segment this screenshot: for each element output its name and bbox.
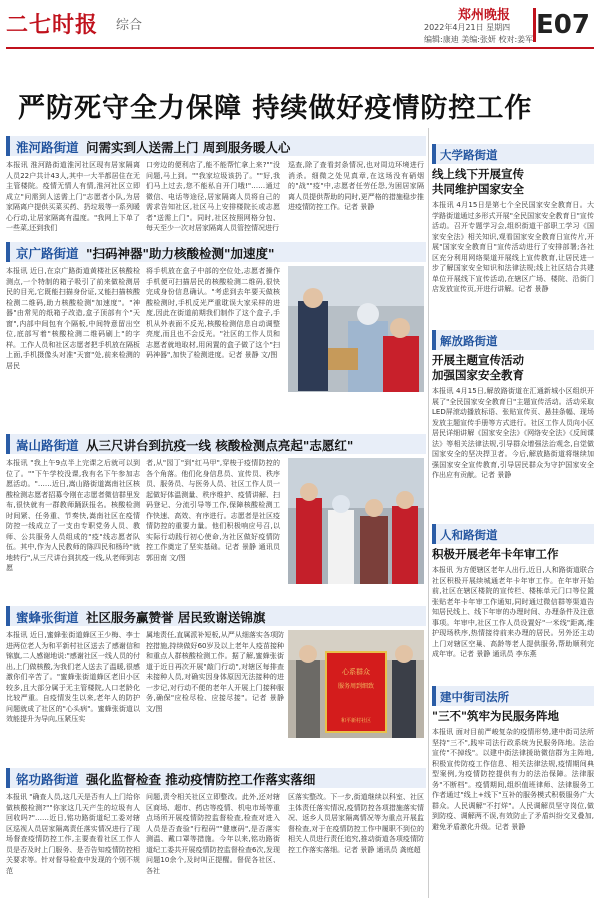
street-name: 嵩山路街道 [16, 438, 79, 453]
right-article-title: 积极开展老年卡年审工作 [432, 547, 559, 561]
edition-number: E07 [536, 10, 590, 40]
article-column: 本报讯 "我上午9点半上完课之后就可以到位了。""下午学校没课,我有名下午参加志愿活动。"……近日,嵩山路街道嵩南社区核酸检测志愿者招募令刚在志愿者微信群里发布,很快就有一群教师踊跃报名。核酸检测时间紧、任务重、节奏快,嵩南社区在疫情防控一线成立了一支由专职党务人员、教师、公共服务人员组成的"疫"线志愿者队伍。其中,作为人民教师的陈四民和杨玲"就地转行",从三尺讲台到抗疫一线,从老师到志愿 [6, 459, 140, 572]
accent-bar [6, 136, 10, 156]
right-article-jiefang [432, 330, 594, 522]
photo-banner-presentation [288, 630, 424, 738]
article-column: 巡查,除了查看封条情况,也对周边环境进行消杀。细微之处见真章,在这场没有硝烟的"战""疫"中,志愿者任劳任怨,为困居家隔离人员提供帮助的同时,更严格的措施稳步推进疫情防控工作。记者 景静 [288, 161, 424, 211]
article-title: "扫码神器"助力核酸检测"加速度" [86, 246, 275, 261]
column-divider [428, 128, 429, 898]
photo-illustration [288, 458, 424, 584]
accent-bar [6, 768, 10, 788]
accent-bar [6, 434, 10, 454]
right-article-body: 本报讯 面对目前严峻复杂的疫情形势,建中街司法所坚持"三不",践牢司法行政系统为民服务阵地。法治宣传"不掉线"。以建中街法律援助微信群为主阵地,积极宣传防疫工作信息、相关法律法规,疫情期间典型案例,为疫情防控提供有力的法治保障。法律服务"不断档"。疫情期间,组织值班律师、法律服务工作者通过"线上+线下"互补的服务模式积极服务广大群众。人民调解"不打烊"。人民调解员坚守岗位,做到防疫、调解两不误,有效防止了矛盾纠纷交叉叠加,避免矛盾激化升级。记者 景静 [432, 728, 594, 831]
right-article-renhe [432, 524, 594, 691]
street-name: 蜜蜂张街道 [16, 610, 79, 625]
right-article-body: 本报讯 4月15日是第七个全民国家安全教育日。大学路街道通过多形式开展"全民国家安全教育日"宣传活动。召开专题学习会,组织街道干部职工学习《国家安全法》相关知识,观看国家安全教育日宣传片,开展"国家安全教育日"宣传活动进行了安排部署;各社区充分利用网络渠道开展线上宣传教育,让居民进一步了解国家安全知识和法律法规;线上社区结合共建单位开展线下宣传活动,在辖区广场、楼院、沿街门店发放宣传页,开进行讲解。记者 景静 [432, 201, 594, 293]
banner-recipient: 和平新村社区 [340, 718, 372, 724]
page-name: 二七时报 [6, 13, 99, 38]
right-article-header [432, 330, 594, 350]
street-name: 淮河路街道 [16, 140, 79, 155]
article-header-minggong [6, 768, 426, 788]
street-name: 人和路街道 [440, 528, 498, 542]
photo-volunteers [288, 458, 424, 584]
article-column: 本报讯 近日,蜜蜂张街道蜂区王少梅、李士进两位老人为和平新村社区送去了感谢信和锦旗,二人感谢地说:"感谢社区一线人员的付出,上门做核酸,为我们老人送去了温暖,很感激你们辛苦了。"蜜蜂张街道蜂区老旧小区较多,且大部分属于无主管楼院,人口老龄化比较严重。自疫情发生以来,老年人的防护问题就成了社区的"心头病"。蜜蜂张街道以效能提升为导向,压紧压实 [6, 631, 140, 723]
accent-bar [6, 242, 10, 262]
article-title: 从三尺讲台到抗疫一线 核酸检测点亮起"志愿红" [86, 438, 354, 453]
street-name: 建中街司法所 [440, 690, 509, 704]
article-column: 区落实整改。下一步,街道继续以科室、社区主体责任落实情况,疫情防控各项措施落实情况、返乡人员居家隔离情况等为重点开展监督检查,对于在疫情防控工作中履职不到位的相关人员进行责任追究,推动街道各项疫情防控工作落实落细。记者 景静 通讯员 龚庭超 [288, 793, 424, 854]
right-article-header [432, 144, 594, 164]
article-column: 者,从"园丁"到"红马甲",穿梭于疫情防控的各个角落。他们化身信息员、宣传员、秩序员、服务员、与医务人员、社区工作人员一起做好体温测量、秩序维护、疫情讲解、扫码登记、分流引导等工作,保障核酸检测工作快速、高效、有序进行。志愿者是社区疫情防控的重要力量。他们积极响应号召,以实际行动践行初心使命,为社区做好疫情防控工作奠定了坚实基础。记者 景静 通讯员 郭田南 文/图 [146, 459, 280, 562]
article-title: 强化监督检查 推动疫情防控工作落实落细 [86, 772, 316, 787]
article-header-huaihe [6, 136, 426, 156]
street-name: 京广路街道 [16, 246, 79, 261]
street-name: 大学路街道 [440, 148, 498, 162]
article-column: 本报讯 "确查人员,这几天是否有人上门给你做核酸检测?""你家这几天产生的垃圾有人回收吗?"……近日,铭功路街道纪工委对辖区巡视人员居家隔离责任落实情况进行了现场督查疫情防控工作,主要查看社区工作人员是否及时上门服务、是否告知疫情防控相关要求等。针对督导检查中发现的个别不规范 [6, 793, 140, 875]
photo-illustration [288, 630, 424, 738]
masthead: 郑州晚报 [458, 8, 511, 23]
editors-line: 编辑:康迪 美编:张妍 校对:姜军 [424, 35, 534, 44]
article-column: 属地责任,直属派补短板,从严从细落实各项防控措施,持续做好60岁及以上老年人疫苗接种和重点人群核酸检测工作。据了解,蜜蜂张街道于近日再次开展"敲门行动",对辖区每排查未接种人员,对确实因身体原因无法接种的进一步记,对行动不便的老年人开展上门接种服务,确保"应检尽检、应接尽接"。记者 景静 文/图 [146, 631, 284, 713]
right-article-body: 本报讯 4月15日,解放路街道在汇通新城小区组织开展了"全民国家安全教育日"主题宣传活动。活动采取LED屏滚动播放标语、张贴宣传页、悬挂条幅、现场发放主题宣传手册等方式进行。社区工作人员向小区居民详细讲解《国家安全法》《网络安全法》《反间谍法》等相关法律法规,引导群众增强法治观念,自觉做国家安全的坚决捍卫者。今后,解放路街道将继续加强国家安全宣传教育,引导居民群众为守护国家安全作出应有贡献。记者 景静 [432, 387, 594, 479]
accent-bar [6, 606, 10, 626]
right-article-daxue [432, 144, 594, 326]
right-article-title: 开展主题宣传活动 加强国家安全教育 [432, 353, 524, 382]
article-column: 口旁边的便利店了,能不能帮忙拿上来?""没问题,马上到。""我家垃圾该扔了。""好,我们马上过去,您不能私自开门哦!"……通过微信、电话等途径,居家隔离人员将自己的需求告知社区,社区马上安排楼院长或志愿者"送需上门"。同时,社区按照网格分包、每天至少一次对居家隔离人员管控情况进行 [146, 161, 280, 232]
street-name: 铭功路街道 [16, 772, 79, 787]
right-article-title: "三不"筑牢为民服务阵地 [432, 709, 559, 723]
date-line: 2022年4月21日 星期四 [424, 23, 511, 32]
page-header [0, 0, 600, 48]
article-column: 本报讯 淮河路街道淮河社区现有居家隔离人员22户共计43人,其中一大半都居住在无主管楼院。疫情无情人有情,淮河社区立即成立"问需到人送需上门"志愿者小队,为居家隔离户提供买菜买药、扔垃圾等一系列暖心行动,让居家隔离有温度。"我网上下单了一些菜,还到我们 [6, 161, 140, 232]
right-article-header [432, 686, 594, 706]
section-label: 综合 [116, 18, 143, 33]
page-headline: 严防死守全力保障 持续做好疫情防控工作 [18, 93, 533, 124]
article-column: 本报讯 近日,在京广路街道黄楼社区核酸检测点,一个特制的箱子吸引了前来做检测居民的目光,它既能扫描身份证,又能扫描核酸检测二维码,助力核酸检测"加速度"。"神器"由常见的纸箱子改造,盒子顶部有个"天窗",内部中间包有个隔板,中间特意留出空位,底部写着"核酸检测二维码刷上"的字样。工作人员和社区志愿者把手机放在隔板上面,手机摄像头对准"天窗"处,前来检测的居民 [6, 267, 140, 370]
right-article-body: 本报讯 为方便辖区老年人出行,近日,人和路街道联合社区积极开展续城通老年卡年审工作。在年审开始前,社区在辖区楼院的宣传栏、楼栋单元门口等位置张贴老年卡年审工作通知,同时通过微信群等渠道告知居民线上、线下年审的办理时间、办理条件及注意事项。年审中,社区工作人员设置好"一米线"距离,维护现场秩序,热情接待前来办理的居民。另外还主动上门对辖区空巢、高龄等老人提供服务,帮助顺利完成年审。记者 景静 通讯员 李东燕 [432, 566, 594, 658]
banner-line2: 服务周到细致 [337, 683, 375, 690]
right-article-header [432, 524, 594, 544]
article-header-jingguang [6, 242, 426, 262]
right-article-title: 线上线下开展宣传 共同维护国家安全 [432, 167, 524, 196]
street-name: 解放路街道 [440, 334, 498, 348]
article-title: 社区服务赢赞誉 居民致谢送锦旗 [86, 610, 266, 625]
article-column: 问题,责令相关社区立即整改。此外,还对辖区商场、超市、药店等疫情、机电市场等重点场所开展疫情防控监督检查,检查对进入人员是否查验"行程码""健康码",是否落实测温、戴口罩等措施。今年以来,铭功路街道纪工委共开展疫情防控监督检查6次,发现问题10余个,及时叫正提醒。督促各社区、各社 [146, 793, 280, 875]
article-title: 问需实到人送需上门 周到服务暖人心 [86, 140, 291, 155]
right-article-jianzhong [432, 686, 594, 899]
photo-qr-scanner [288, 266, 424, 392]
header-rule [6, 47, 594, 49]
banner-line1: 心系群众 [342, 668, 370, 676]
article-header-mifengzhang [6, 606, 426, 626]
article-header-songshan [6, 434, 426, 454]
article-column: 将手机放在盒子中部的空位处,志愿者操作手机便可扫描居民的核酸检测二维码,很快完成身份信息确认。"考虑到去年要天做核酸检测时,手机反光严重耽误大家采样的进度,因此在街道前期我们制作了这个盒子,手机从外表面不反光,核酸检测信息自动调整亮度,而且也不会反光。"社区的工作人员和志愿者就地取材,用闲置的盒子做了这个"扫码神器",加快了检测进度。记者 景静 文/图 [146, 267, 280, 359]
photo-illustration [288, 266, 424, 392]
